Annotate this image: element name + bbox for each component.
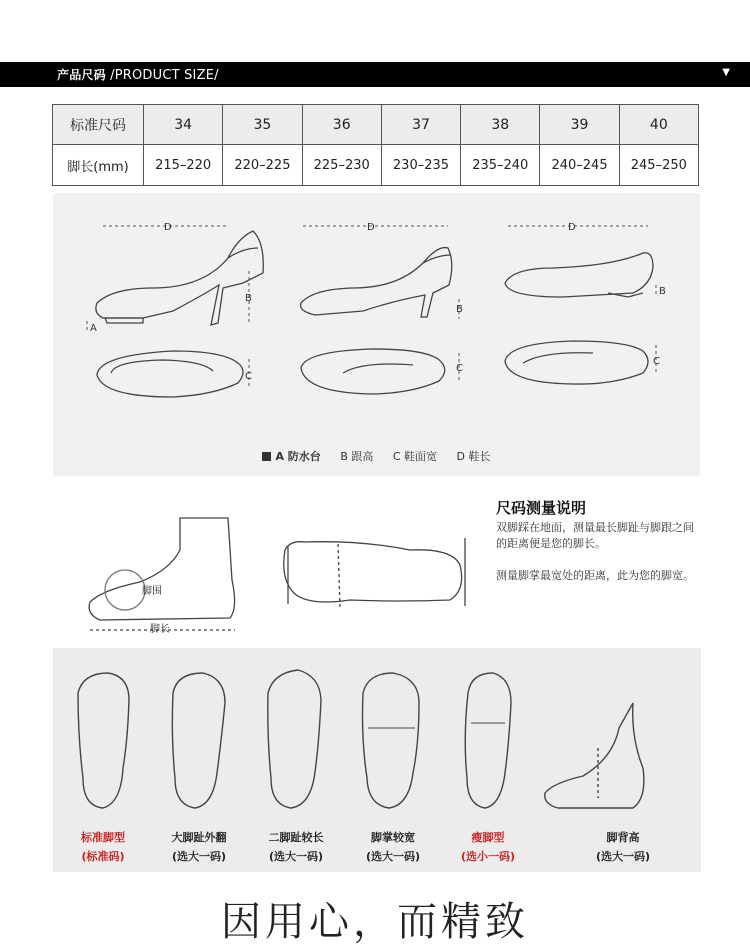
size-table (52, 104, 699, 186)
pump-shoe-top-icon (97, 351, 243, 397)
size-cell: 39 (540, 105, 619, 145)
foot-type-high-instep (573, 828, 673, 866)
bunion-foot-icon (172, 673, 225, 808)
foot-sole-icon (284, 542, 462, 602)
length-cell: 245–250 (619, 145, 698, 186)
size-cell: 35 (223, 105, 302, 145)
size-cell: 36 (302, 105, 381, 145)
low-heel-shoe-top-icon (301, 349, 445, 394)
measure-instructions-para1: 双脚踩在地面，测量最长脚趾与脚跟之间的距离便是您的脚长。 (496, 521, 694, 550)
high-instep-foot-icon (545, 703, 644, 808)
foot-type-advice: (标准码) (81, 850, 125, 863)
size-row (53, 105, 699, 145)
flat-shoe-side-icon (505, 253, 653, 297)
foot-type-standard (53, 828, 153, 866)
legend-item: D 鞋长 (456, 450, 491, 463)
foot-type-advice: (选大一码) (171, 850, 227, 863)
length-cell: 225–230 (302, 145, 381, 186)
long-second-toe-foot-icon (268, 670, 321, 808)
foot-type-wide (343, 828, 443, 866)
size-cell: 34 (144, 105, 223, 145)
length-label: 脚长 (150, 624, 170, 635)
length-cell: 220–225 (223, 145, 302, 186)
section-title-en: /PRODUCT SIZE/ (105, 68, 219, 83)
shoe-diagram-panel (53, 193, 700, 476)
dim-a-label: A (90, 323, 97, 334)
foot-type-name: 瘦脚型 (471, 831, 505, 844)
triangle-down-icon[interactable]: ▼ (722, 67, 730, 78)
dim-c-label: C (245, 371, 252, 382)
measure-instructions-para2: 测量脚掌最宽处的距离，此为您的脚宽。 (496, 569, 694, 582)
size-cell: 38 (461, 105, 540, 145)
dim-c-label: C (456, 363, 463, 374)
foot-type-bunion (149, 828, 249, 866)
foot-types-panel (53, 648, 701, 872)
square-icon (262, 452, 271, 461)
wide-foot-icon (363, 673, 420, 808)
pump-shoe-side-icon (96, 231, 263, 325)
foot-type-advice: (选大一码) (595, 850, 651, 863)
measure-instructions-title: 尺码测量说明 (496, 499, 587, 517)
flat-shoe-top-icon (505, 341, 648, 384)
foot-type-long-second-toe (246, 828, 346, 866)
circumference-label: 脚围 (142, 586, 162, 597)
length-cell: 235–240 (461, 145, 540, 186)
foot-type-advice: (选小一码) (460, 850, 516, 863)
slogan: 因用心，而精致 (221, 899, 529, 945)
foot-type-name: 二脚趾较长 (268, 831, 324, 844)
legend-item: A 防水台 (262, 450, 320, 463)
size-row-label: 标准尺码 (53, 105, 144, 145)
foot-measure-diagram (80, 510, 480, 640)
dim-b-label: B (456, 304, 463, 315)
slim-foot-icon (465, 673, 511, 808)
size-cell: 40 (619, 105, 698, 145)
foot-type-slim (438, 828, 538, 866)
foot-type-name: 大脚趾外翻 (171, 831, 227, 844)
length-cell: 215–220 (144, 145, 223, 186)
dim-b-label: B (245, 293, 252, 304)
section-header (0, 62, 750, 87)
legend-item: B 跟高 (340, 450, 374, 463)
foot-type-name: 标准脚型 (81, 831, 125, 844)
section-title (57, 66, 219, 83)
foot-type-advice: (选大一码) (268, 850, 324, 863)
foot-type-advice: (选大一码) (365, 850, 421, 863)
standard-foot-icon (78, 673, 129, 808)
length-cell: 240–245 (540, 145, 619, 186)
dim-d-label: D (367, 222, 375, 233)
legend-item: C 鞋面宽 (392, 450, 438, 463)
length-row (53, 145, 699, 186)
shoe-diagram (53, 193, 700, 476)
section-title-cn: 产品尺码 (57, 68, 106, 82)
foot-type-name: 脚背高 (606, 831, 640, 844)
shoe-legend (53, 448, 700, 464)
foot-types-drawings (53, 648, 701, 824)
length-cell: 230–235 (381, 145, 460, 186)
length-row-label: 脚长(mm) (53, 145, 144, 186)
dim-b-label: B (659, 286, 666, 297)
foot-type-name: 脚掌较宽 (371, 831, 415, 844)
low-heel-shoe-side-icon (301, 248, 452, 317)
dim-d-label: D (164, 222, 172, 233)
dim-d-label: D (568, 222, 576, 233)
dim-c-label: C (653, 356, 660, 367)
size-cell: 37 (381, 105, 460, 145)
